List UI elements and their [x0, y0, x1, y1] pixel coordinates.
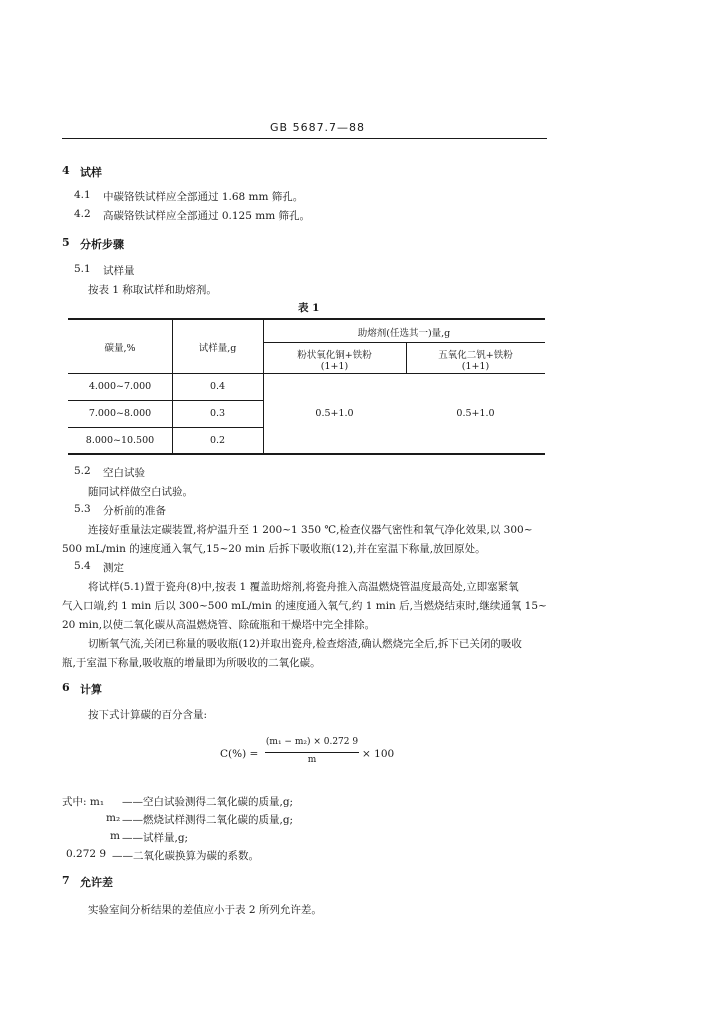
item-5-2-number: 5.2	[74, 465, 91, 477]
table-row-3-carbon: 8.000~10.500	[85, 435, 155, 446]
formula-fraction-bar	[265, 752, 359, 753]
where-desc-3: ——试样量,g;	[122, 832, 189, 844]
item-5-4-line-4: 切断氧气流,关闭已称量的吸收瓶(12)并取出瓷舟,检查熔渣,确认燃烧完全后,拆下已关闭的吸收	[88, 638, 522, 650]
col-header-sample: 试样量,g	[198, 343, 237, 354]
where-sym-1: 式中: m₁	[62, 796, 105, 808]
table-1-caption: 表 1	[298, 302, 320, 314]
where-sym-2: m₂	[106, 812, 121, 824]
section-5-title: 分析步骤	[80, 238, 124, 251]
section-6-title: 计算	[80, 683, 102, 696]
flux-b-value: 0.5+1.0	[456, 408, 495, 419]
item-5-1-text: 按表 1 称取试样和助熔剂。	[88, 284, 217, 296]
table-row-1-sample: 0.4	[209, 381, 226, 392]
flux-a-ratio: (1+1)	[320, 361, 349, 372]
header-rule	[62, 138, 547, 139]
section-7-number: 7	[62, 874, 70, 887]
item-5-2-text: 随同试样做空白试验。	[88, 486, 193, 498]
item-5-1-number: 5.1	[74, 263, 91, 275]
formula-denominator: m	[307, 755, 317, 765]
item-5-1-title: 试样量	[103, 265, 135, 277]
flux-a-value: 0.5+1.0	[315, 408, 354, 419]
item-5-3-title: 分析前的准备	[103, 505, 166, 517]
table-row-1-carbon: 4.000~7.000	[88, 381, 152, 392]
where-desc-1: ——空白试验测得二氧化碳的质量,g;	[122, 796, 294, 808]
item-5-4-line-3: 20 min,以使二氧化碳从高温燃烧管、除硫瓶和干燥塔中完全排除。	[62, 619, 376, 631]
col-header-carbon: 碳量,%	[104, 343, 136, 354]
section-7-title: 允许差	[80, 876, 113, 889]
item-5-2-title: 空白试验	[103, 467, 145, 479]
where-sym-3: m	[110, 830, 120, 842]
flux-b-ratio: (1+1)	[461, 361, 490, 372]
flux-a-name: 粉状氧化铜+铁粉	[297, 350, 372, 361]
item-5-3-number: 5.3	[74, 503, 91, 515]
item-5-4-title: 测定	[103, 562, 124, 574]
where-desc-2: ——燃烧试样测得二氧化碳的质量,g;	[122, 814, 294, 826]
table-row-2-sample: 0.3	[209, 408, 226, 419]
where-desc-4: ——二氧化碳换算为碳的系数。	[112, 850, 259, 862]
flux-b-name: 五氧化二钒+铁粉	[438, 350, 513, 361]
formula-numerator: (m₁ − m₂) × 0.272 9	[265, 737, 359, 747]
item-5-4-line-5: 瓶,于室温下称量,吸收瓶的增量即为所吸收的二氧化碳。	[62, 657, 321, 669]
calc-intro: 按下式计算碳的百分含量:	[88, 709, 208, 721]
item-5-3-line-2: 500 mL/min 的速度通入氧气,15~20 min 后拆下吸收瓶(12),并在室温下称量,放回原处。	[62, 543, 486, 555]
formula-lhs: C(%) =	[220, 748, 259, 760]
section-4-title: 试样	[80, 166, 102, 179]
item-4-2-text: 高碳铬铁试样应全部通过 0.125 mm 筛孔。	[103, 210, 310, 222]
item-4-1-text: 中碳铬铁试样应全部通过 1.68 mm 筛孔。	[103, 191, 304, 203]
item-5-4-line-2: 气入口端,约 1 min 后以 300~500 mL/min 的速度通入氧气,约 1 min 后,当燃烧结束时,继续通氧 15~	[62, 600, 547, 612]
section-7-text: 实验室间分析结果的差值应小于表 2 所列允许差。	[88, 904, 322, 916]
table-row-3-sample: 0.2	[209, 435, 226, 446]
item-4-1-number: 4.1	[74, 189, 91, 201]
item-5-4-number: 5.4	[74, 560, 91, 572]
section-5-number: 5	[62, 236, 70, 249]
col-header-flux: 助熔剂(任选其一)量,g	[357, 328, 451, 339]
item-5-4-line-1: 将试样(5.1)置于瓷舟(8)中,按表 1 覆盖助熔剂,将瓷舟推入高温燃烧管温度最高处,立即塞紧氧	[88, 581, 519, 593]
item-5-3-line-1: 连接好重量法定碳装置,将炉温升至 1 200~1 350 ℃,检查仪器气密性和氧气净化效果,以 300~	[88, 524, 533, 536]
where-sym-4: 0.272 9	[66, 848, 107, 860]
standard-number: GB 5687.7—88	[270, 121, 366, 134]
section-4-number: 4	[62, 164, 70, 177]
table-row-2-carbon: 7.000~8.000	[88, 408, 152, 419]
item-4-2-number: 4.2	[74, 208, 91, 220]
formula-tail: × 100	[362, 748, 395, 760]
section-6-number: 6	[62, 681, 70, 694]
